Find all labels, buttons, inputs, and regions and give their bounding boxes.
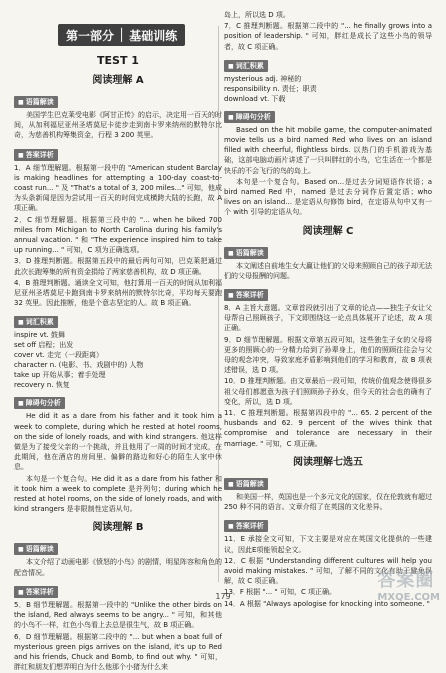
watermark-bottom: MXQE.COM	[377, 592, 440, 603]
watermark-top: 答案圈	[377, 570, 435, 591]
part-banner: 第一部分 │ 基础训练	[58, 24, 185, 46]
answer-1: 1．A 细节理解题。根据第一段中的 "American student Barclay is making headlines for attempting a 100-day coast-to-coast run... " 及 "That's a total of 3, 200 miles..." 可知，他成为头条新闻是因为尝试用一百天的时间完成横跨大陆的长跑，故 A 项正确。	[14, 163, 222, 213]
answer-6: 6．D 细节理解题。根据第二段中的 "... but when a boat full of mysterious green pigs arrives on the island, it's up to Red and his friends, Chuck and Bomb, to find out why. " 可知，胖红和朋友们想弄明白为什么他那个小猪为什么来	[14, 632, 222, 672]
hard-sentence-tag: ■ 障碍句分析	[14, 397, 65, 409]
section-a-title: 阅读理解 A	[92, 75, 144, 86]
vocab-item: take up 开始从事；着手处理	[14, 371, 106, 380]
part-title: 基础训练	[129, 28, 178, 43]
hard-sentence-analysis-2: 本句是一个复合句。Based on...是过去分词短语作状语；a bird named Red 中，named 是过去分词作后置定语；who lives on an island... 是定语从句修饰 bird，在定语从句中又有一个 with 引导的定语从句。	[224, 177, 432, 217]
answer-d-2: 12．C 根据 "Understanding different cultures will help you avoid making mistakes. " 可知，了解不同的文化有助于避免误解，故 C 项正确。	[224, 556, 432, 586]
section-d-title: 阅读理解七选五	[293, 456, 363, 468]
answer-11: 11．C 推理判断题。根据第四段中的 "... 65. 2 percent of the husbands and 62. 9 percent of the wives think that compromise and tolerance are necessary in their marriage. " 可知，C 项正确。	[224, 409, 432, 448]
section-c-summary: 本文阐述自前地生女大赢让他们的父母来照顾自己的孩子却无法们的父母报酬的问题。	[224, 261, 432, 280]
section-d-summary: 和美国一样，英国也是一个多元文化的国家，仅在伦敦就有超过 250 种不同的语言。文章介绍了在英国的文化差异。	[224, 492, 432, 512]
watermark-logo	[377, 566, 440, 603]
section-d-answers-tag: ■ 答案详析	[224, 520, 268, 532]
section-b-title: 阅读理解 B	[92, 522, 144, 534]
answer-d-3: 13．F 根据 "... " 可知，C 项正确。	[224, 588, 337, 597]
answer-9: 9．D 细节理解题。根据文章第五段可知，这些独生子女的父母将更多的照顾心的一分精力给到了孙辈身上，他们的照顾往往会与父母的观念冲突，导致家庭矛盾影响到他们的学习和教育，故 B 项表述错误，选 D 项。	[224, 335, 432, 375]
vocab-item: recovery n. 恢复	[14, 381, 70, 390]
answer-5: 5．B 细节理解题。根据第一段中的 "Unlike the other birds on the island, Red always seems to be angry... " 可知，和其他的小鸟不一样，红色小鸟看上去总是很生气，故 B 项正确。	[14, 600, 222, 630]
answer-10: 10．D 推理判断题。由文章最后一段可知，传统价值观念使得很多祖父母们都愿意为孩子们照顾孙子孙女，但今天的社会也的确有了变化，所以，选 D 项。	[224, 377, 432, 406]
answer-d-4: 14．A 根据 "Always apologise for knocking into someone. "	[224, 599, 430, 608]
hard-sentence-analysis: 本句是一个复合句。He did it as a dare from his father 和 it took him a week to complete 是并列句；during which he rested at hotel rooms, on the side of lonely roads, and with kind strangers 是非限制性定语从句。	[14, 474, 222, 514]
section-b-answers-tag: ■ 答案详析	[14, 586, 58, 598]
part-label: 第一部分	[66, 28, 115, 43]
answer-4: 4．B 推理判断题。通读全文可知，他打算用一百天的时间从加利福尼亚州圣塔莫尼卡跑到南卡罗来纳州的默特尔比奇，平均每天要跑 32 英里。因此推断，他是个意志坚定的人。故 B 项正确。	[14, 278, 222, 308]
answer-3: 3．D 推理判断题。根据第五段中的最后两句可知，巴克莱把通过此次长跑筹集的所有资金捐给了两家慈善机构，故 D 项正确。	[14, 257, 222, 276]
answer-7: 7．C 推理判断题。根据第二段中的 "... he finally grows into a position of leadership. " 可知，胖红是成长了这些小鸟的领导者，故 C 项正确。	[224, 22, 432, 51]
test-title: TEST 1	[97, 54, 139, 67]
page-number: 179	[215, 592, 231, 601]
section-c-summary-tag: ■ 语篇解读	[224, 247, 268, 259]
vocab-item: set off 启程；出发	[14, 341, 74, 350]
section-c-answers-tag: ■ 答案详析	[224, 289, 268, 301]
hard-sentence-2: Based on the hit mobile game, the computer-animated movie tells us a bird named Red who lives on an island filled with cheerful, flightless birds. 以热门的手机游戏为基础，这部电脑动画片讲述了一只叫胖红的小鸟，它生活在一个都是快乐的不会飞行的鸟的岛上。	[224, 125, 432, 175]
vocab-tag: ■ 词汇积累	[14, 316, 58, 328]
section-b-summary-tag: ■ 语篇解读	[14, 543, 58, 555]
answer-d-1: 11．E 承接全文可知，下文主要是对应在英国文化提供的一些建议，因此E项能领起全文。	[224, 535, 432, 554]
section-d-summary-tag: ■ 语篇解读	[224, 478, 268, 490]
vocab-item: character n. (电影、书、戏剧中的) 人物	[14, 361, 144, 370]
section-a-summary-tag: ■ 语篇解读	[14, 96, 58, 108]
answer-8: 8．A 主旨大意题。文章首段就引出了文章的论点——独生子女让父母帮自己照顾孩子，下文即围绕这一论点具体展开了论述，故 A 项正确。	[224, 304, 432, 333]
section-a-summary: 美国学生巴克莱受电影《阿甘正传》的启示，决定用一百天的时间，从加利福尼亚州圣塔莫尼卡徒步走到南卡罗来纳州的默特尔比奇，为慈善机构筹集资金，行程 3 200 英里。	[14, 111, 222, 140]
hard-sentence: He did it as a dare from his father and it took him a week to complete, during which he rested at hotel rooms, on the side of lonely roads, and with kind strangers. 他这样做是为了接受父亲的一个挑战，并且他用了一周的时间才完成，在此期间，他在酒店的房间里、偏僻的路边和好心的陌生人家中休息。	[14, 412, 222, 472]
right-column	[224, 10, 435, 610]
vocab-item: inspire vt. 鼓舞	[14, 331, 66, 340]
vocab-tag-2: ■ 词汇积累	[224, 60, 268, 72]
answer-2: 2．C 细节理解题。根据第三段中的 "... when he biked 700 miles from Michigan to North Carolina during his family's annual vacation. " 和 "The experience inspired him to take up running... " 可知，C 项为正确选项。	[14, 215, 222, 255]
left-column	[14, 28, 222, 673]
hard-sentence-tag-2: ■ 障碍句分析	[224, 111, 275, 123]
section-a-answers-tag: ■ 答案详析	[14, 149, 58, 161]
section-c-title: 阅读理解 C	[302, 225, 354, 237]
vocab-item: mysterious adj. 神秘的	[224, 74, 302, 83]
vocab-item: responsibility n. 责任；职责	[224, 84, 317, 93]
continued-text: 岛上，所以选 D 项。	[224, 11, 290, 19]
vocab-item: download vt. 下载	[224, 94, 286, 103]
vocab-item: cover vt. 走完（一段距离）	[14, 351, 104, 360]
section-b-summary: 本文介绍了动画电影《愤怒的小鸟》的剧情，明星阵容和角色的配音情况。	[14, 558, 222, 577]
